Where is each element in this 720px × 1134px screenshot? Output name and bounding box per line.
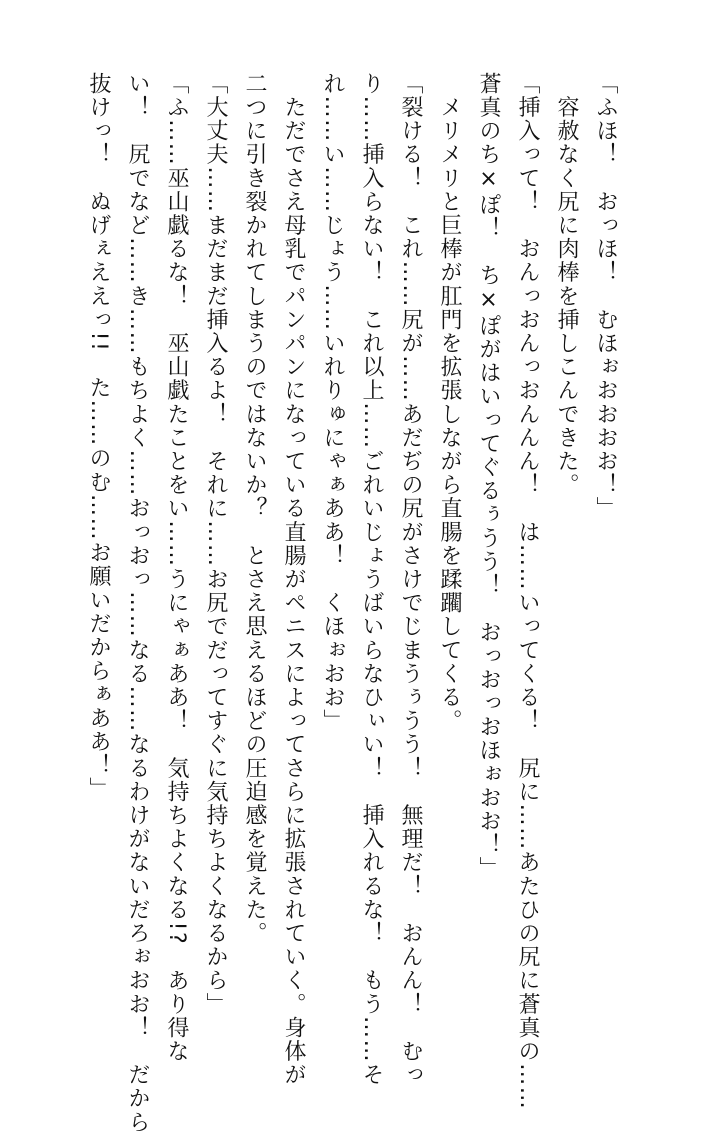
text-line: り……挿入らない！ これ以上……ごれいじょうばいらなひぃい！ 挿入れるな！ もう……そ: [359, 72, 384, 1087]
text-line: 二つに引き裂かれてしまうのではないか？ とさえ思えるほどの圧迫感を覚えた。: [242, 72, 267, 946]
vertical-text-page: [79, 72, 625, 1134]
text-line: 「ふ……巫山戯るな！ 巫山戯たことをい……うにゃぁああ！ 気持ちよくなる!? あり得な: [164, 72, 189, 1064]
text-line: 「挿入って！ おんっおんっおんんん！ は……いってくる！ 尻に……あたひの尻に蒼真の……: [515, 72, 540, 1111]
text-line: 「裂ける！ これ……尻が……あだぢの尻がさけでじまうぅうう！ 無理だ！ おんん！ むっ: [398, 72, 423, 1087]
text-line: 「大丈夫……まだまだ挿入るよ！ それに……お尻でだってすぐに気持ちよくなるから」: [203, 72, 228, 1016]
text-line: れ……い……じょう……いれりゅにゃぁああ！ くほぉおお」: [320, 72, 345, 733]
text-line: 「ふほ！ おっほ！ むほぉおおおお！」: [593, 72, 618, 521]
text-line: メリメリと巨棒が肛門を拡張しながら直腸を蹂躙してくる。: [437, 72, 462, 733]
text-line: 蒼真のち×ぽ！ ち×ぽがはいってぐるぅうう！ おっおっおほぉおお！」: [476, 72, 501, 881]
text-line: 容赦なく尻に肉棒を挿しこんできた。: [554, 72, 579, 497]
text-line: ただでさえ母乳でパンパンになっている直腸がペニスによってさらに拡張されていく。身体が: [281, 72, 306, 1087]
text-line: い！ 尻でなど……き……もちよく……おっおっ……なる……なるわけがないだろぉおお！ だから: [125, 72, 150, 1134]
text-line: 抜けっ！ ぬげぇええっ!! た……のむ……お願いだからぁああ！」: [86, 72, 111, 801]
